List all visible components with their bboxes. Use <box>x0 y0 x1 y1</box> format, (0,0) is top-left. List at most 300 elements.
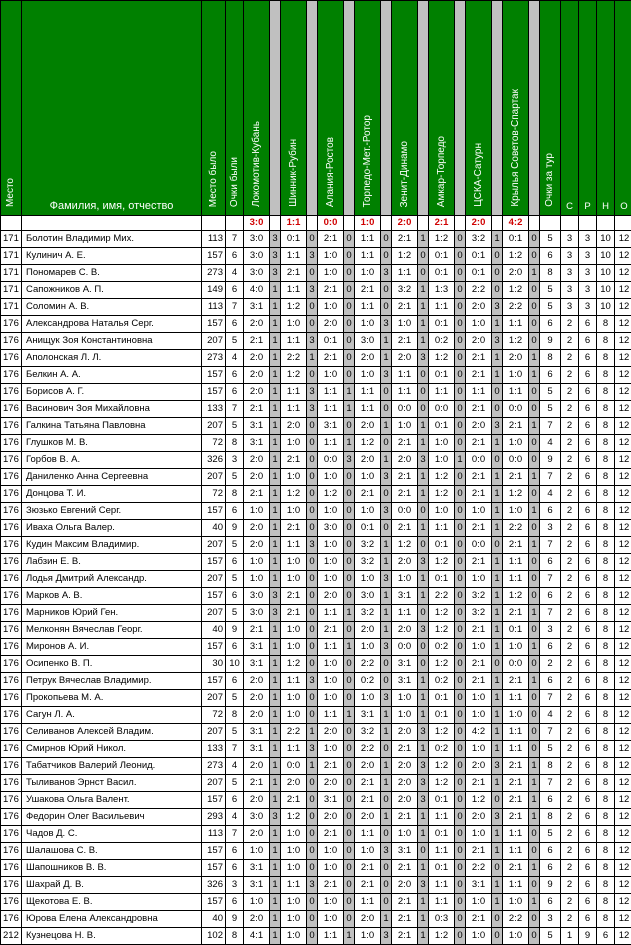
prediction-cell: 2:1 <box>392 299 418 316</box>
prediction-cell: 1:0 <box>244 894 270 911</box>
prediction-cell: 2:1 <box>392 520 418 537</box>
points-cell: 1 <box>529 503 540 520</box>
prediction-cell: 0:1 <box>318 333 344 350</box>
table-row <box>1 860 631 877</box>
points-cell: 3 <box>307 537 318 554</box>
points-cell: 0 <box>492 401 503 418</box>
tour-points-cell: 5 <box>540 928 561 945</box>
points-cell: 3 <box>381 316 392 333</box>
points-cell: 0 <box>529 622 540 639</box>
points-cell: 0 <box>529 452 540 469</box>
tour-points-cell: 6 <box>540 792 561 809</box>
r-cell: 6 <box>579 724 597 741</box>
prediction-cell: 2:1 <box>466 350 492 367</box>
points-cell: 3 <box>418 792 429 809</box>
table-row <box>1 265 631 282</box>
points-cell: 1 <box>418 333 429 350</box>
prediction-cell: 2:0 <box>318 724 344 741</box>
tour-points-cell: 8 <box>540 350 561 367</box>
points-cell: 1 <box>270 877 281 894</box>
o-cell: 12 <box>615 911 631 928</box>
prediction-cell: 2:2 <box>429 588 455 605</box>
prediction-cell: 1:0 <box>318 299 344 316</box>
prediction-cell: 1:2 <box>392 248 418 265</box>
table-row <box>1 894 631 911</box>
prediction-cell: 2:1 <box>503 469 529 486</box>
prediction-cell: 1:0 <box>503 367 529 384</box>
c-cell: 2 <box>561 877 579 894</box>
prev-place-cell: 133 <box>202 741 226 758</box>
r-cell: 6 <box>579 860 597 877</box>
c-cell: 2 <box>561 809 579 826</box>
prediction-cell: 2:1 <box>355 792 381 809</box>
prediction-cell: 1:1 <box>281 741 307 758</box>
prev-place-cell: 157 <box>202 843 226 860</box>
r-cell: 6 <box>579 758 597 775</box>
prev-place-cell: 157 <box>202 367 226 384</box>
prediction-cell: 2:1 <box>503 418 529 435</box>
prev-points-cell: 5 <box>226 537 244 554</box>
prev-points-cell: 6 <box>226 248 244 265</box>
o-cell: 12 <box>615 707 631 724</box>
prediction-cell: 3:2 <box>355 554 381 571</box>
prediction-cell: 3:0 <box>244 231 270 248</box>
table-row <box>1 282 631 299</box>
points-cell: 0 <box>418 537 429 554</box>
prediction-cell: 3:0 <box>244 248 270 265</box>
prediction-cell: 1:0 <box>318 367 344 384</box>
points-cell: 0 <box>344 265 355 282</box>
name-cell: Миронов А. И. <box>22 639 202 656</box>
prediction-cell: 0:0 <box>503 656 529 673</box>
place-cell: 176 <box>1 792 22 809</box>
prediction-cell: 2:0 <box>392 724 418 741</box>
o-cell: 12 <box>615 605 631 622</box>
c-cell: 2 <box>561 537 579 554</box>
points-cell: 1 <box>307 350 318 367</box>
o-cell: 12 <box>615 928 631 945</box>
points-cell: 0 <box>492 537 503 554</box>
points-cell: 1 <box>418 435 429 452</box>
tour-points-cell: 6 <box>540 503 561 520</box>
points-cell: 1 <box>270 656 281 673</box>
points-cell: 1 <box>344 707 355 724</box>
c-cell: 2 <box>561 758 579 775</box>
points-cell: 1 <box>492 316 503 333</box>
points-cell: 1 <box>529 809 540 826</box>
prev-place-cell: 40 <box>202 622 226 639</box>
table-row <box>1 826 631 843</box>
prev-points-cell: 4 <box>226 265 244 282</box>
prediction-cell: 0:0 <box>466 537 492 554</box>
name-cell: Сагун Л. А. <box>22 707 202 724</box>
prediction-cell: 0:2 <box>355 673 381 690</box>
prediction-cell: 1:2 <box>429 486 455 503</box>
points-cell: 1 <box>381 724 392 741</box>
prev-points-cell: 6 <box>226 860 244 877</box>
prediction-cell: 1:0 <box>281 707 307 724</box>
points-cell: 0 <box>455 282 466 299</box>
prediction-cell: 2:0 <box>281 775 307 792</box>
points-cell: 1 <box>270 401 281 418</box>
prediction-cell: 1:1 <box>318 435 344 452</box>
prev-points-cell: 6 <box>226 316 244 333</box>
o-cell: 12 <box>615 792 631 809</box>
table-row <box>1 503 631 520</box>
prediction-cell: 1:0 <box>318 571 344 588</box>
name-cell: Чадов Д. С. <box>22 826 202 843</box>
tour-points-cell: 5 <box>540 282 561 299</box>
prediction-cell: 2:0 <box>392 452 418 469</box>
prediction-cell: 2:0 <box>281 418 307 435</box>
tour-points-cell: 7 <box>540 775 561 792</box>
o-cell: 12 <box>615 384 631 401</box>
place-cell: 176 <box>1 775 22 792</box>
prev-points-cell: 6 <box>226 554 244 571</box>
header-o: О <box>615 1 631 216</box>
o-cell: 12 <box>615 316 631 333</box>
points-cell: 1 <box>270 826 281 843</box>
points-cell: 1 <box>529 639 540 656</box>
prediction-cell: 1:0 <box>355 928 381 945</box>
points-cell: 3 <box>381 571 392 588</box>
n-cell: 8 <box>597 758 615 775</box>
tour-points-cell: 3 <box>540 622 561 639</box>
prediction-cell: 1:1 <box>503 843 529 860</box>
points-cell: 3 <box>307 877 318 894</box>
name-cell: Шахрай Д. В. <box>22 877 202 894</box>
prediction-cell: 2:0 <box>392 350 418 367</box>
prediction-cell: 1:1 <box>318 928 344 945</box>
points-cell: 0 <box>307 911 318 928</box>
prediction-cell: 3:2 <box>466 231 492 248</box>
prediction-cell: 1:0 <box>503 639 529 656</box>
table-row <box>1 452 631 469</box>
table-row <box>1 384 631 401</box>
points-cell: 3 <box>270 809 281 826</box>
points-cell: 1 <box>270 503 281 520</box>
table-row <box>1 605 631 622</box>
points-cell: 3 <box>307 333 318 350</box>
o-cell: 12 <box>615 622 631 639</box>
points-cell: 0 <box>455 316 466 333</box>
place-cell: 176 <box>1 469 22 486</box>
place-cell: 171 <box>1 265 22 282</box>
n-cell: 8 <box>597 333 615 350</box>
prediction-cell: 3:2 <box>466 605 492 622</box>
points-cell: 0 <box>455 656 466 673</box>
tour-points-cell: 8 <box>540 758 561 775</box>
c-cell: 2 <box>561 707 579 724</box>
prediction-cell: 2:0 <box>466 418 492 435</box>
prediction-cell: 1:0 <box>355 503 381 520</box>
points-cell: 0 <box>455 554 466 571</box>
tour-points-cell: 7 <box>540 537 561 554</box>
c-cell: 2 <box>561 724 579 741</box>
points-cell: 1 <box>270 469 281 486</box>
points-cell: 0 <box>381 520 392 537</box>
prev-points-cell: 5 <box>226 605 244 622</box>
points-cell: 3 <box>381 367 392 384</box>
prev-points-cell: 5 <box>226 571 244 588</box>
n-cell: 8 <box>597 724 615 741</box>
name-cell: Шапошников В. В. <box>22 860 202 877</box>
prediction-cell: 1:1 <box>355 826 381 843</box>
prediction-cell: 1:1 <box>318 707 344 724</box>
prediction-cell: 1:1 <box>503 877 529 894</box>
place-cell: 176 <box>1 826 22 843</box>
points-cell: 1 <box>381 588 392 605</box>
prediction-cell: 2:1 <box>392 469 418 486</box>
n-cell: 8 <box>597 894 615 911</box>
prediction-cell: 1:0 <box>466 316 492 333</box>
prediction-cell: 1:0 <box>392 418 418 435</box>
points-cell: 0 <box>492 792 503 809</box>
tour-points-cell: 5 <box>540 299 561 316</box>
points-cell: 1 <box>492 367 503 384</box>
c-cell: 3 <box>561 231 579 248</box>
points-cell: 0 <box>418 656 429 673</box>
points-cell: 0 <box>455 741 466 758</box>
name-cell: Аполонская Л. Л. <box>22 350 202 367</box>
r-cell: 6 <box>579 826 597 843</box>
table-row <box>1 656 631 673</box>
points-cell: 1 <box>270 571 281 588</box>
points-cell: 0 <box>455 690 466 707</box>
prediction-cell: 1:2 <box>318 486 344 503</box>
prev-points-cell: 3 <box>226 877 244 894</box>
points-cell: 0 <box>529 248 540 265</box>
r-cell: 6 <box>579 588 597 605</box>
points-cell: 1 <box>529 605 540 622</box>
r-cell: 6 <box>579 503 597 520</box>
prediction-cell: 2:1 <box>392 928 418 945</box>
prediction-cell: 1:0 <box>244 571 270 588</box>
points-cell: 0 <box>455 350 466 367</box>
prev-place-cell: 113 <box>202 231 226 248</box>
n-cell: 8 <box>597 911 615 928</box>
prediction-cell: 2:0 <box>392 554 418 571</box>
n-cell: 8 <box>597 588 615 605</box>
points-cell: 3 <box>418 877 429 894</box>
points-cell: 0 <box>529 333 540 350</box>
points-cell: 0 <box>529 435 540 452</box>
prediction-cell: 2:1 <box>466 367 492 384</box>
prev-points-cell: 3 <box>226 452 244 469</box>
o-cell: 12 <box>615 843 631 860</box>
prediction-cell: 1:3 <box>429 282 455 299</box>
prediction-cell: 1:0 <box>355 571 381 588</box>
prediction-cell: 0:1 <box>429 316 455 333</box>
name-cell: Соломин А. В. <box>22 299 202 316</box>
prediction-cell: 3:2 <box>392 282 418 299</box>
place-cell: 176 <box>1 520 22 537</box>
points-cell: 0 <box>455 775 466 792</box>
r-cell: 6 <box>579 792 597 809</box>
prediction-cell: 1:1 <box>503 724 529 741</box>
c-cell: 2 <box>561 350 579 367</box>
o-cell: 12 <box>615 231 631 248</box>
prediction-cell: 1:2 <box>429 350 455 367</box>
prediction-cell: 1:1 <box>355 401 381 418</box>
points-cell: 0 <box>381 826 392 843</box>
name-cell: Донцова Т. И. <box>22 486 202 503</box>
points-cell: 0 <box>529 690 540 707</box>
prediction-cell: 1:1 <box>429 809 455 826</box>
points-cell: 0 <box>307 639 318 656</box>
points-cell: 0 <box>455 707 466 724</box>
points-cell: 1 <box>492 741 503 758</box>
points-cell: 1 <box>492 673 503 690</box>
tour-points-cell: 4 <box>540 435 561 452</box>
table-row <box>1 520 631 537</box>
points-cell: 0 <box>344 316 355 333</box>
table-row <box>1 350 631 367</box>
prediction-cell: 0:1 <box>429 792 455 809</box>
prediction-cell: 1:1 <box>466 384 492 401</box>
prediction-cell: 2:1 <box>503 758 529 775</box>
points-cell: 3 <box>270 605 281 622</box>
prediction-cell: 1:1 <box>503 316 529 333</box>
points-cell: 0 <box>344 282 355 299</box>
prediction-cell: 1:1 <box>355 894 381 911</box>
table-row <box>1 486 631 503</box>
prediction-cell: 1:0 <box>466 741 492 758</box>
place-cell: 176 <box>1 758 22 775</box>
n-cell: 8 <box>597 826 615 843</box>
points-cell: 0 <box>455 435 466 452</box>
prediction-cell: 2:1 <box>318 826 344 843</box>
points-cell: 0 <box>492 452 503 469</box>
points-cell: 0 <box>307 843 318 860</box>
tour-points-cell: 5 <box>540 401 561 418</box>
table-row <box>1 724 631 741</box>
prev-points-cell: 6 <box>226 588 244 605</box>
points-cell: 0 <box>455 384 466 401</box>
points-cell: 3 <box>344 452 355 469</box>
points-cell: 0 <box>381 792 392 809</box>
name-cell: Лабзин Е. В. <box>22 554 202 571</box>
prediction-cell: 3:1 <box>318 418 344 435</box>
header-place: Место <box>1 1 22 216</box>
prediction-cell: 2:1 <box>503 809 529 826</box>
r-cell: 6 <box>579 452 597 469</box>
header-prev-points: Очки были <box>226 1 244 216</box>
name-cell: Галкина Татьяна Павловна <box>22 418 202 435</box>
points-cell: 0 <box>344 554 355 571</box>
points-cell: 0 <box>344 860 355 877</box>
o-cell: 12 <box>615 282 631 299</box>
points-cell: 0 <box>529 588 540 605</box>
prediction-cell: 3:1 <box>355 707 381 724</box>
r-cell: 3 <box>579 282 597 299</box>
prediction-cell: 2:0 <box>392 758 418 775</box>
points-cell: 3 <box>418 724 429 741</box>
points-cell: 0 <box>455 826 466 843</box>
prev-points-cell: 5 <box>226 724 244 741</box>
prediction-cell: 3:0 <box>244 265 270 282</box>
c-cell: 2 <box>561 333 579 350</box>
points-cell: 0 <box>418 401 429 418</box>
points-cell: 0 <box>307 520 318 537</box>
n-cell: 8 <box>597 673 615 690</box>
prediction-cell: 3:0 <box>244 588 270 605</box>
points-cell: 0 <box>529 520 540 537</box>
header-match-2: Шинник-Рубин <box>281 1 307 216</box>
points-cell: 0 <box>381 401 392 418</box>
points-cell: 1 <box>381 418 392 435</box>
place-cell: 176 <box>1 639 22 656</box>
prediction-cell: 1:2 <box>281 299 307 316</box>
prediction-cell: 2:0 <box>244 758 270 775</box>
prediction-cell: 1:1 <box>392 367 418 384</box>
prediction-cell: 2:1 <box>281 792 307 809</box>
place-cell: 176 <box>1 741 22 758</box>
points-cell: 0 <box>529 231 540 248</box>
points-cell: 0 <box>307 435 318 452</box>
points-cell: 0 <box>529 826 540 843</box>
points-cell: 1 <box>381 350 392 367</box>
points-cell: 3 <box>418 452 429 469</box>
prev-place-cell: 157 <box>202 639 226 656</box>
tour-points-cell: 8 <box>540 265 561 282</box>
prev-points-cell: 8 <box>226 486 244 503</box>
prev-points-cell: 6 <box>226 384 244 401</box>
o-cell: 12 <box>615 809 631 826</box>
c-cell: 2 <box>561 367 579 384</box>
points-cell: 0 <box>529 299 540 316</box>
r-cell: 6 <box>579 554 597 571</box>
prev-place-cell: 157 <box>202 316 226 333</box>
points-cell: 1 <box>418 588 429 605</box>
prediction-cell: 2:1 <box>392 486 418 503</box>
prediction-cell: 2:1 <box>318 877 344 894</box>
name-cell: Кудин Максим Владимир. <box>22 537 202 554</box>
r-cell: 3 <box>579 231 597 248</box>
points-cell: 1 <box>381 554 392 571</box>
place-cell: 176 <box>1 690 22 707</box>
points-cell: 0 <box>381 299 392 316</box>
prediction-cell: 3:1 <box>392 673 418 690</box>
place-cell: 176 <box>1 435 22 452</box>
r-cell: 6 <box>579 605 597 622</box>
place-cell: 176 <box>1 503 22 520</box>
points-cell: 0 <box>344 469 355 486</box>
prediction-cell: 2:0 <box>355 452 381 469</box>
name-cell: Глушков М. В. <box>22 435 202 452</box>
prediction-cell: 2:2 <box>503 911 529 928</box>
prediction-cell: 2:0 <box>244 520 270 537</box>
points-cell: 1 <box>492 877 503 894</box>
points-cell: 0 <box>381 282 392 299</box>
tour-points-cell: 7 <box>540 605 561 622</box>
points-cell: 0 <box>455 503 466 520</box>
o-cell: 12 <box>615 367 631 384</box>
points-cell: 0 <box>455 809 466 826</box>
points-cell: 1 <box>307 758 318 775</box>
prediction-cell: 1:1 <box>503 571 529 588</box>
prediction-cell: 1:2 <box>503 333 529 350</box>
o-cell: 12 <box>615 520 631 537</box>
o-cell: 12 <box>615 333 631 350</box>
r-cell: 6 <box>579 809 597 826</box>
result-5: 2:0 <box>392 216 418 231</box>
prev-place-cell: 113 <box>202 299 226 316</box>
prediction-cell: 1:0 <box>281 860 307 877</box>
prediction-cell: 1:1 <box>281 333 307 350</box>
prediction-cell: 1:1 <box>392 265 418 282</box>
prediction-cell: 1:0 <box>429 503 455 520</box>
